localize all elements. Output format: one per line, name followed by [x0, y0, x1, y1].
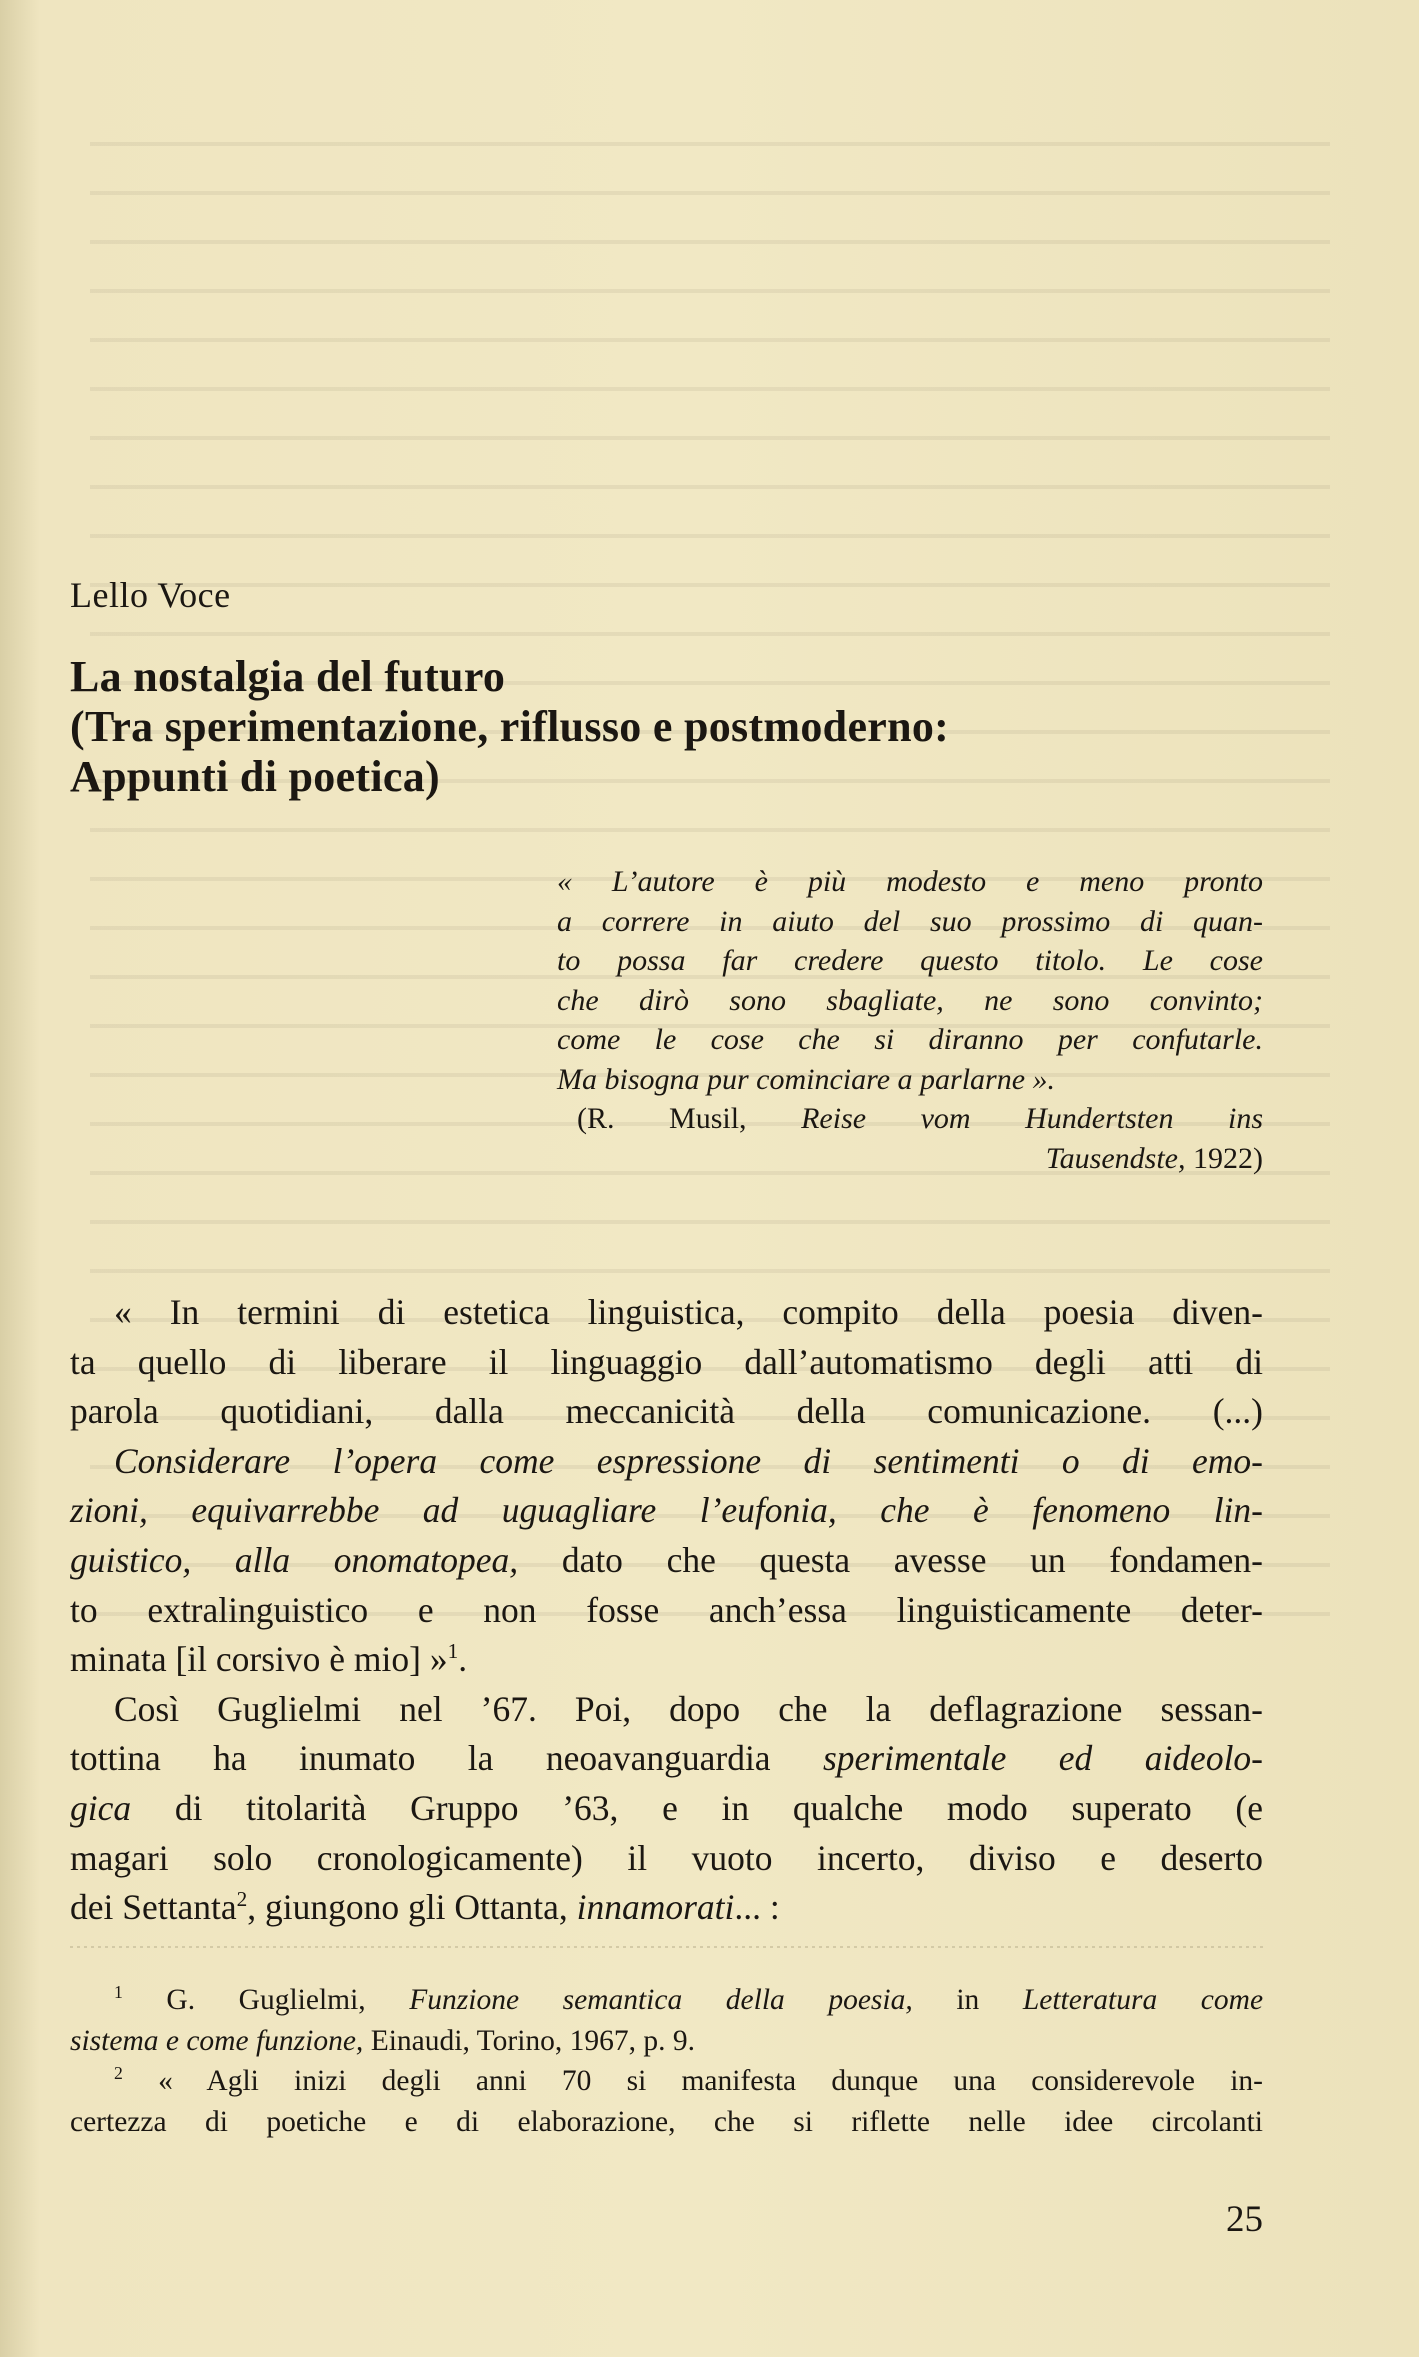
- body-line: zioni, equivarrebbe ad uguagliare l’eufonia, che è fenomeno lin-: [70, 1490, 1263, 1531]
- epigraph-line: Ma bisogna pur cominciare a parlarne ».: [557, 1062, 1056, 1096]
- epigraph-citation-cont: [557, 1139, 1263, 1179]
- citation-work: Tausendste,: [1045, 1141, 1186, 1175]
- page-number: 25: [1226, 2199, 1263, 2240]
- epigraph-line: che dirò sono sbagliate, ne sono convinto;: [557, 983, 1263, 1017]
- author-name: Lello Voce: [70, 575, 231, 615]
- footnote-line: [70, 2021, 1263, 2062]
- footnote-separator: [70, 1946, 1263, 1948]
- footnote-line: [70, 2061, 1263, 2102]
- body-line: [70, 1635, 1263, 1685]
- footnote-line: [70, 1980, 1263, 2021]
- title-line: Appunti di poetica): [70, 752, 440, 801]
- title-line: La nostalgia del futuro: [70, 652, 506, 701]
- italic-span: gica: [70, 1787, 132, 1828]
- body-line: magari solo cronologicamente) il vuoto incerto, diviso e deserto: [70, 1837, 1263, 1878]
- italic-span: Letteratura come: [1022, 1984, 1264, 2016]
- italic-span: sperimentale ed aideolo-: [822, 1738, 1264, 1779]
- body-line: ta quello di liberare il linguaggio dall’automatismo degli atti di: [70, 1341, 1263, 1382]
- italic-span: Funzione semantica della poesia,: [409, 1984, 913, 2016]
- body-line: [70, 1536, 1263, 1586]
- text-span: , giungono gli Ottanta,: [247, 1887, 568, 1928]
- text-span: di titolarità Gruppo ’63, e in qualche modo superato (e: [174, 1787, 1263, 1828]
- text-span: G. Guglielmi,: [166, 1984, 366, 2016]
- body-line: [70, 1784, 1263, 1834]
- footnote-ref: 1: [447, 1639, 459, 1664]
- footnote-line: certezza di poetiche e di elaborazione, che si riflette nelle idee circolanti: [70, 2105, 1263, 2138]
- body-line: Così Guglielmi nel ’67. Poi, dopo che la deflagrazione sessan-: [114, 1688, 1263, 1729]
- body-line: Considerare l’opera come espressione di sentimenti o di emo-: [114, 1440, 1263, 1481]
- body-text: [70, 1288, 1263, 1933]
- text-span: Einaudi, Torino, 1967, p. 9.: [370, 2024, 696, 2057]
- italic-span: sistema e come funzione,: [70, 2024, 364, 2057]
- text-span: dei Settanta: [70, 1887, 237, 1928]
- italic-span: innamorati: [576, 1887, 735, 1928]
- footnote-mark: 1: [114, 1982, 123, 2003]
- text-span: minata [il corsivo è mio] »: [70, 1639, 448, 1680]
- text-span: « Agli inizi degli anni 70 si manifesta dunque una considerevole in-: [158, 2065, 1264, 2097]
- text-span: ... :: [734, 1887, 780, 1928]
- citation-year: 1922): [1193, 1141, 1263, 1175]
- epigraph-line: come le cose che si diranno per confutarle.: [557, 1023, 1263, 1056]
- essay-title: [70, 652, 1320, 802]
- text-span: in: [956, 1984, 980, 2016]
- text-span: .: [458, 1639, 468, 1680]
- text-span: tottina ha inumato la neoavanguardia: [70, 1738, 771, 1779]
- citation-work: Reise vom Hundertsten ins: [801, 1102, 1263, 1135]
- footnotes: [70, 1980, 1263, 2142]
- title-line: (Tra sperimentazione, riflusso e postmoderno:: [70, 702, 950, 751]
- italic-span: guistico, alla onomatopea,: [70, 1539, 519, 1580]
- body-line: to extralinguistico e non fosse anch’essa linguisticamente deter-: [70, 1589, 1263, 1630]
- epigraph-line: a correre in aiuto del suo prossimo di quan-: [557, 904, 1263, 938]
- body-line: « In termini di estetica linguistica, compito della poesia diven-: [114, 1292, 1263, 1332]
- epigraph-citation: [557, 1099, 1263, 1139]
- epigraph-line: to possa far credere questo titolo. Le cose: [557, 944, 1263, 977]
- body-line: [70, 1734, 1263, 1784]
- body-line: [70, 1883, 1263, 1933]
- footnote-ref: 2: [236, 1887, 248, 1912]
- epigraph-line: « L’autore è più modesto e meno pronto: [557, 865, 1263, 898]
- footnote-mark: 2: [114, 2063, 123, 2084]
- text-span: dato che questa avesse un fondamen-: [561, 1539, 1263, 1580]
- body-line: parola quotidiani, dalla meccanicità della comunicazione. (...): [70, 1391, 1263, 1432]
- citation-author: (R. Musil,: [577, 1102, 747, 1135]
- epigraph: [557, 862, 1263, 1178]
